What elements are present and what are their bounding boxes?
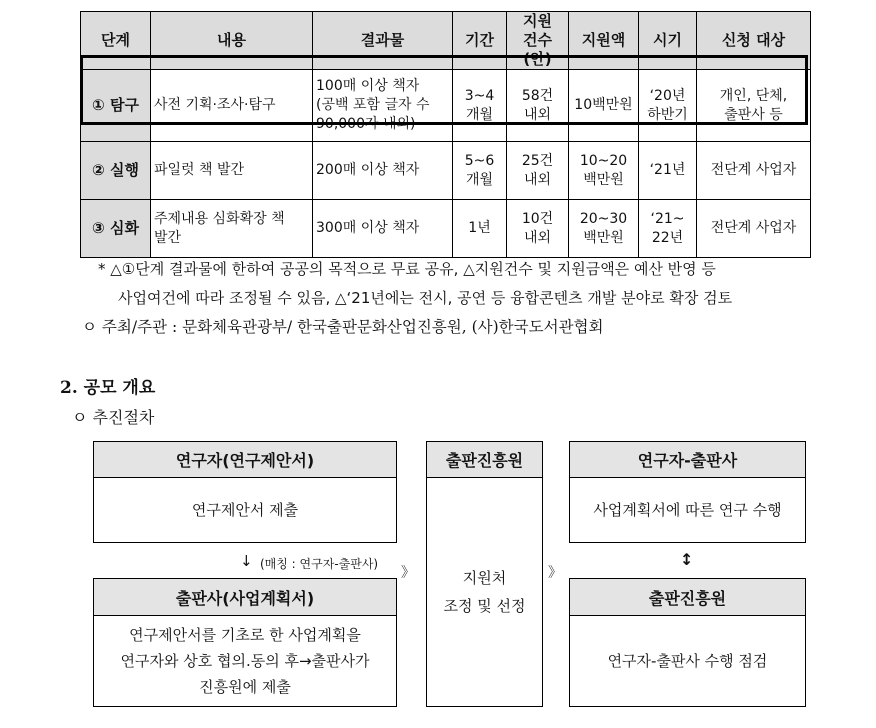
period-cell: 1년 xyxy=(453,200,507,258)
agency-check-box-title: 출판진흥원 xyxy=(569,578,806,616)
period-cell: 3~4 개월 xyxy=(453,70,507,142)
stage-cell: ③ 심화 xyxy=(81,200,151,258)
agency-box-body: 지원처 조정 및 선정 xyxy=(426,477,543,707)
table-row xyxy=(81,200,811,258)
researcher-publisher-box-title: 연구자-출판사 xyxy=(569,441,806,478)
count-cell: 25건 내외 xyxy=(507,142,569,200)
target-cell: 전단계 사업자 xyxy=(697,200,811,258)
content-cell: 파일럿 책 발간 xyxy=(151,142,313,200)
chevron-right-icon: 》 xyxy=(401,565,415,581)
publisher-box-body: 연구제안서를 기초로 한 사업계획을 연구자와 상호 협의.동의 후→출판사가 진흥원에 제출 xyxy=(93,615,397,707)
header-target: 신청 대상 xyxy=(697,12,811,70)
header-period: 기간 xyxy=(453,12,507,70)
note-line-2: 사업여건에 따라 조정될 수 있음, △‘21년에는 전시, 공연 등 융합콘텐츠 개발 분야로 확장 검토 xyxy=(118,289,733,307)
content-cell: 주제내용 심화확장 책 발간 xyxy=(151,200,313,258)
matching-label: (매칭 : 연구자-출판사) xyxy=(260,557,379,571)
header-timing: 시기 xyxy=(639,12,697,70)
agency-box-title: 출판진흥원 xyxy=(426,441,543,478)
researcher-publisher-box-body: 사업계획서에 따른 연구 수행 xyxy=(569,477,806,543)
timing-cell: ‘20년 하반기 xyxy=(639,70,697,142)
header-result: 결과물 xyxy=(313,12,453,70)
section-sub: ㅇ 추진절차 xyxy=(72,408,155,427)
amount-cell: 10~20 백만원 xyxy=(569,142,639,200)
stage-cell: ① 탐구 xyxy=(81,70,151,142)
target-cell: 전단계 사업자 xyxy=(697,142,811,200)
organizer-line: ㅇ 주최/주관 : 문화체육관광부/ 한국출판문화산업진흥원, (사)한국도서관협회 xyxy=(82,318,604,336)
chevron-right-icon: 》 xyxy=(548,565,562,581)
researcher-box-title: 연구자(연구제안서) xyxy=(93,441,397,478)
amount-cell: 20~30 백만원 xyxy=(569,200,639,258)
arrow-down-icon: ↓ xyxy=(240,552,253,570)
timing-cell: ‘21~ 22년 xyxy=(639,200,697,258)
content-cell: 사전 기획·조사·탐구 xyxy=(151,70,313,142)
up-down-arrow-icon: ↕ xyxy=(680,550,694,569)
header-content: 내용 xyxy=(151,12,313,70)
result-cell: 300매 이상 책자 xyxy=(313,200,453,258)
section-heading: 2. 공모 개요 xyxy=(60,378,156,398)
table-row xyxy=(81,70,811,142)
header-amount: 지원액 xyxy=(569,12,639,70)
amount-cell: 10백만원 xyxy=(569,70,639,142)
support-table xyxy=(80,11,811,258)
target-cell: 개인, 단체, 출판사 등 xyxy=(697,70,811,142)
period-cell: 5~6 개월 xyxy=(453,142,507,200)
result-cell: 100매 이상 책자 (공백 포함 글자 수 90,000자 내외) xyxy=(313,70,453,142)
note-line-1: * △①단계 결과물에 한하여 공공의 목적으로 무료 공유, △지원건수 및 지원금액은 예산 반영 등 xyxy=(98,260,716,278)
result-cell: 200매 이상 책자 xyxy=(313,142,453,200)
count-cell: 58건 내외 xyxy=(507,70,569,142)
header-stage: 단계 xyxy=(81,12,151,70)
table-header-row xyxy=(81,12,811,70)
timing-cell: ‘21년 xyxy=(639,142,697,200)
publisher-box-title: 출판사(사업계획서) xyxy=(93,578,397,616)
stage-cell: ② 실행 xyxy=(81,142,151,200)
header-count: 지원 건수(안) xyxy=(507,12,569,70)
table-row xyxy=(81,142,811,200)
count-cell: 10건 내외 xyxy=(507,200,569,258)
researcher-box-body: 연구제안서 제출 xyxy=(93,477,397,543)
agency-check-box-body: 연구자-출판사 수행 점검 xyxy=(569,615,806,707)
